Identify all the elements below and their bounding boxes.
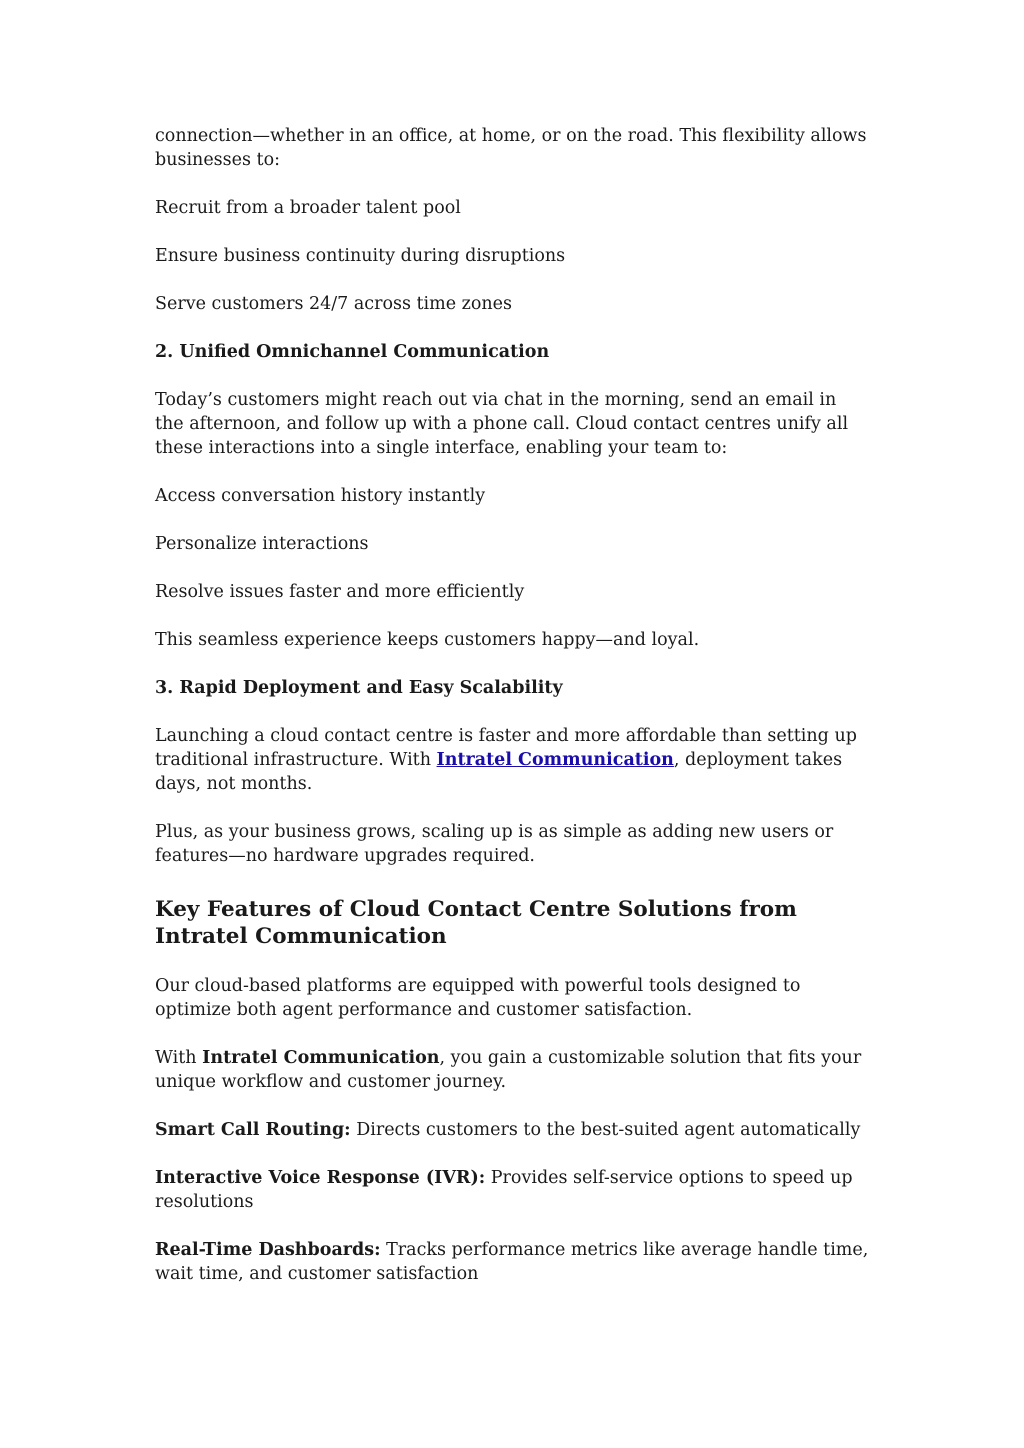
feature-label: Real-Time Dashboards: — [155, 1240, 381, 1260]
deployment-text-before: Launching a cloud contact centre is faster and more affordable than setting up traditional infrastructure. With — [155, 726, 857, 770]
feature-item-ivr — [155, 1166, 870, 1214]
brand-name: Intratel Communication — [202, 1048, 440, 1068]
intratel-communication-link[interactable]: Intratel Communication — [436, 750, 674, 770]
deployment-text-after: , deployment takes days, not months. — [155, 750, 843, 794]
feature-item-smart-call-routing — [155, 1118, 870, 1142]
feature-label: Interactive Voice Response (IVR): — [155, 1168, 486, 1188]
with-suffix: , you gain a customizable solution that fits your unique workflow and customer journey. — [155, 1048, 862, 1092]
deployment-paragraph — [155, 724, 870, 796]
omnichannel-paragraph: Today’s customers might reach out via chat in the morning, send an email in the afternoon, and follow up with a phone call. Cloud contact centres unify all these interactions into a single interface, enabling your team to: — [155, 390, 849, 458]
scaling-paragraph: Plus, as your business grows, scaling up is as simple as adding new users or features—no hardware upgrades required. — [155, 822, 834, 866]
section-heading-omnichannel: 2. Unified Omnichannel Communication — [155, 342, 550, 362]
key-features-heading: Key Features of Cloud Contact Centre Solutions from Intratel Communication — [155, 897, 797, 949]
document-page — [155, 124, 870, 1310]
list-item: Serve customers 24/7 across time zones — [155, 294, 513, 314]
feature-text: Tracks performance metrics like average handle time, wait time, and customer satisfaction — [155, 1240, 869, 1284]
feature-text: Directs customers to the best-suited agent automatically — [350, 1120, 861, 1140]
list-item: Personalize interactions — [155, 534, 369, 554]
intro-paragraph: connection—whether in an office, at home, or on the road. This flexibility allows businesses to: — [155, 126, 867, 170]
features-intro-paragraph: Our cloud-based platforms are equipped with powerful tools designed to optimize both agent performance and customer satisfaction. — [155, 976, 801, 1020]
features-with-paragraph — [155, 1046, 870, 1094]
list-item: Resolve issues faster and more efficiently — [155, 582, 525, 602]
feature-label: Smart Call Routing: — [155, 1120, 351, 1140]
omnichannel-closing: This seamless experience keeps customers happy—and loyal. — [155, 630, 700, 650]
list-item: Recruit from a broader talent pool — [155, 198, 461, 218]
with-prefix: With — [155, 1048, 203, 1068]
feature-item-dashboards — [155, 1238, 870, 1286]
list-item: Ensure business continuity during disruptions — [155, 246, 566, 266]
list-item: Access conversation history instantly — [155, 486, 486, 506]
section-heading-deployment: 3. Rapid Deployment and Easy Scalability — [155, 678, 563, 698]
feature-text: Provides self-service options to speed up resolutions — [155, 1168, 853, 1212]
